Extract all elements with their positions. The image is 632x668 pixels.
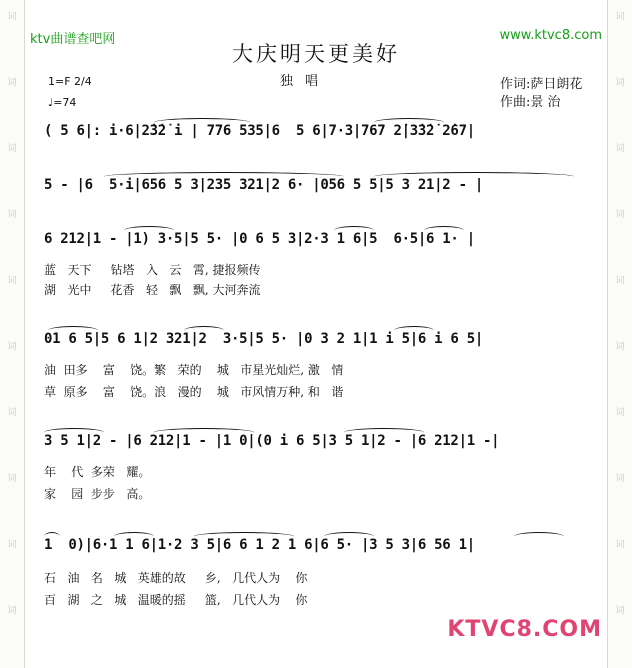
brand-logo-text: KTVC8.COM	[447, 617, 602, 642]
composer-credit: 作曲:景 治	[500, 95, 561, 110]
score-system-4	[44, 326, 592, 352]
notation-line: 6 212|1 - |1) 3·5|5 5· |0 6 5 3|2·3 1 6|5 6·5|6 1· |	[44, 231, 475, 247]
lyric-verse-1-line-3: 年 代 多荣 耀。	[44, 465, 151, 479]
lyric-verse-1-line-2: 油 田多 富 饶。繁 荣的 城 市星光灿烂, 激 情	[44, 363, 344, 377]
right-watermark-strip	[607, 0, 632, 668]
score-system-2	[44, 172, 592, 198]
watermark-glyph: 词	[615, 210, 625, 220]
song-subtitle: 独唱	[280, 74, 331, 89]
site-name-link[interactable]: ktv曲谱查吧网	[30, 32, 116, 47]
watermark-glyph: 词	[7, 12, 17, 22]
score-system-6	[44, 532, 592, 558]
lyric-verse-2-line-4: 百 湖 之 城 温暖的摇 篮, 几代人为 你	[44, 593, 308, 607]
score-system-3	[44, 226, 592, 252]
watermark-glyph: 词	[7, 342, 17, 352]
site-url-link[interactable]: www.ktvc8.com	[499, 28, 602, 43]
watermark-glyph: 词	[615, 474, 625, 484]
lyric-verse-2-line-1: 湖 光中 花香 轻 飘 飘, 大河奔流	[44, 283, 261, 297]
notation-line: 5 - |6 5·i|656 5 3|235 321|2 6· |056 5 5|5 3 21|2 - |	[44, 177, 483, 193]
left-watermark-strip	[0, 0, 25, 668]
watermark-glyph: 词	[7, 606, 17, 616]
tempo-marking: ♩=74	[48, 96, 77, 109]
watermark-glyph: 词	[7, 78, 17, 88]
lyric-verse-2-line-2: 草 原多 富 饶。浪 漫的 城 市风情万种, 和 谐	[44, 385, 344, 399]
watermark-glyph: 词	[615, 78, 625, 88]
score-system-5	[44, 428, 592, 454]
key-signature: 1=F 2/4	[48, 75, 92, 88]
lyric-verse-1-line-4: 石 油 名 城 英雄的故 乡, 几代人为 你	[44, 571, 308, 585]
watermark-glyph: 词	[615, 144, 625, 154]
watermark-glyph: 词	[7, 540, 17, 550]
song-title: 大庆明天更美好	[232, 42, 400, 66]
score-system-1	[44, 118, 592, 144]
watermark-glyph: 词	[615, 276, 625, 286]
watermark-glyph: 词	[615, 606, 625, 616]
watermark-glyph: 词	[7, 144, 17, 154]
notation-line: 3 5 1|2 - |6 212|1 - |1 0|(0 i 6 5|3 5 1|2 - |6 212|1 -|	[44, 433, 500, 449]
lyric-verse-2-line-3: 家 园 步步 高。	[44, 487, 151, 501]
watermark-glyph: 词	[615, 408, 625, 418]
watermark-glyph: 词	[7, 210, 17, 220]
notation-line: ( 5 6|: i·6|2̇3̇2̇ i | 776 535|6 5 6|7·3|767 2̇|3̇3̇2̇ 2̇67|	[44, 123, 475, 139]
watermark-glyph: 词	[7, 276, 17, 286]
watermark-glyph: 词	[615, 540, 625, 550]
notation-line: 1 0)|6·1 1 6|1·2 3 5|6 6 1 2 1 6|6 5· |3 5 3|6 56 1|	[44, 537, 475, 553]
watermark-glyph: 词	[7, 408, 17, 418]
lyric-verse-1-line-1: 蓝 天下 钻塔 入 云 霄, 捷报频传	[44, 263, 261, 277]
watermark-glyph: 词	[7, 474, 17, 484]
lyricist-credit: 作词:萨日朗花	[500, 77, 583, 92]
watermark-glyph: 词	[615, 342, 625, 352]
notation-line: 01 6 5|5 6 1|2 321|2 3·5|5 5· |0 3 2 1|1 i 5|6 i 6 5|	[44, 331, 483, 347]
watermark-glyph: 词	[615, 12, 625, 22]
